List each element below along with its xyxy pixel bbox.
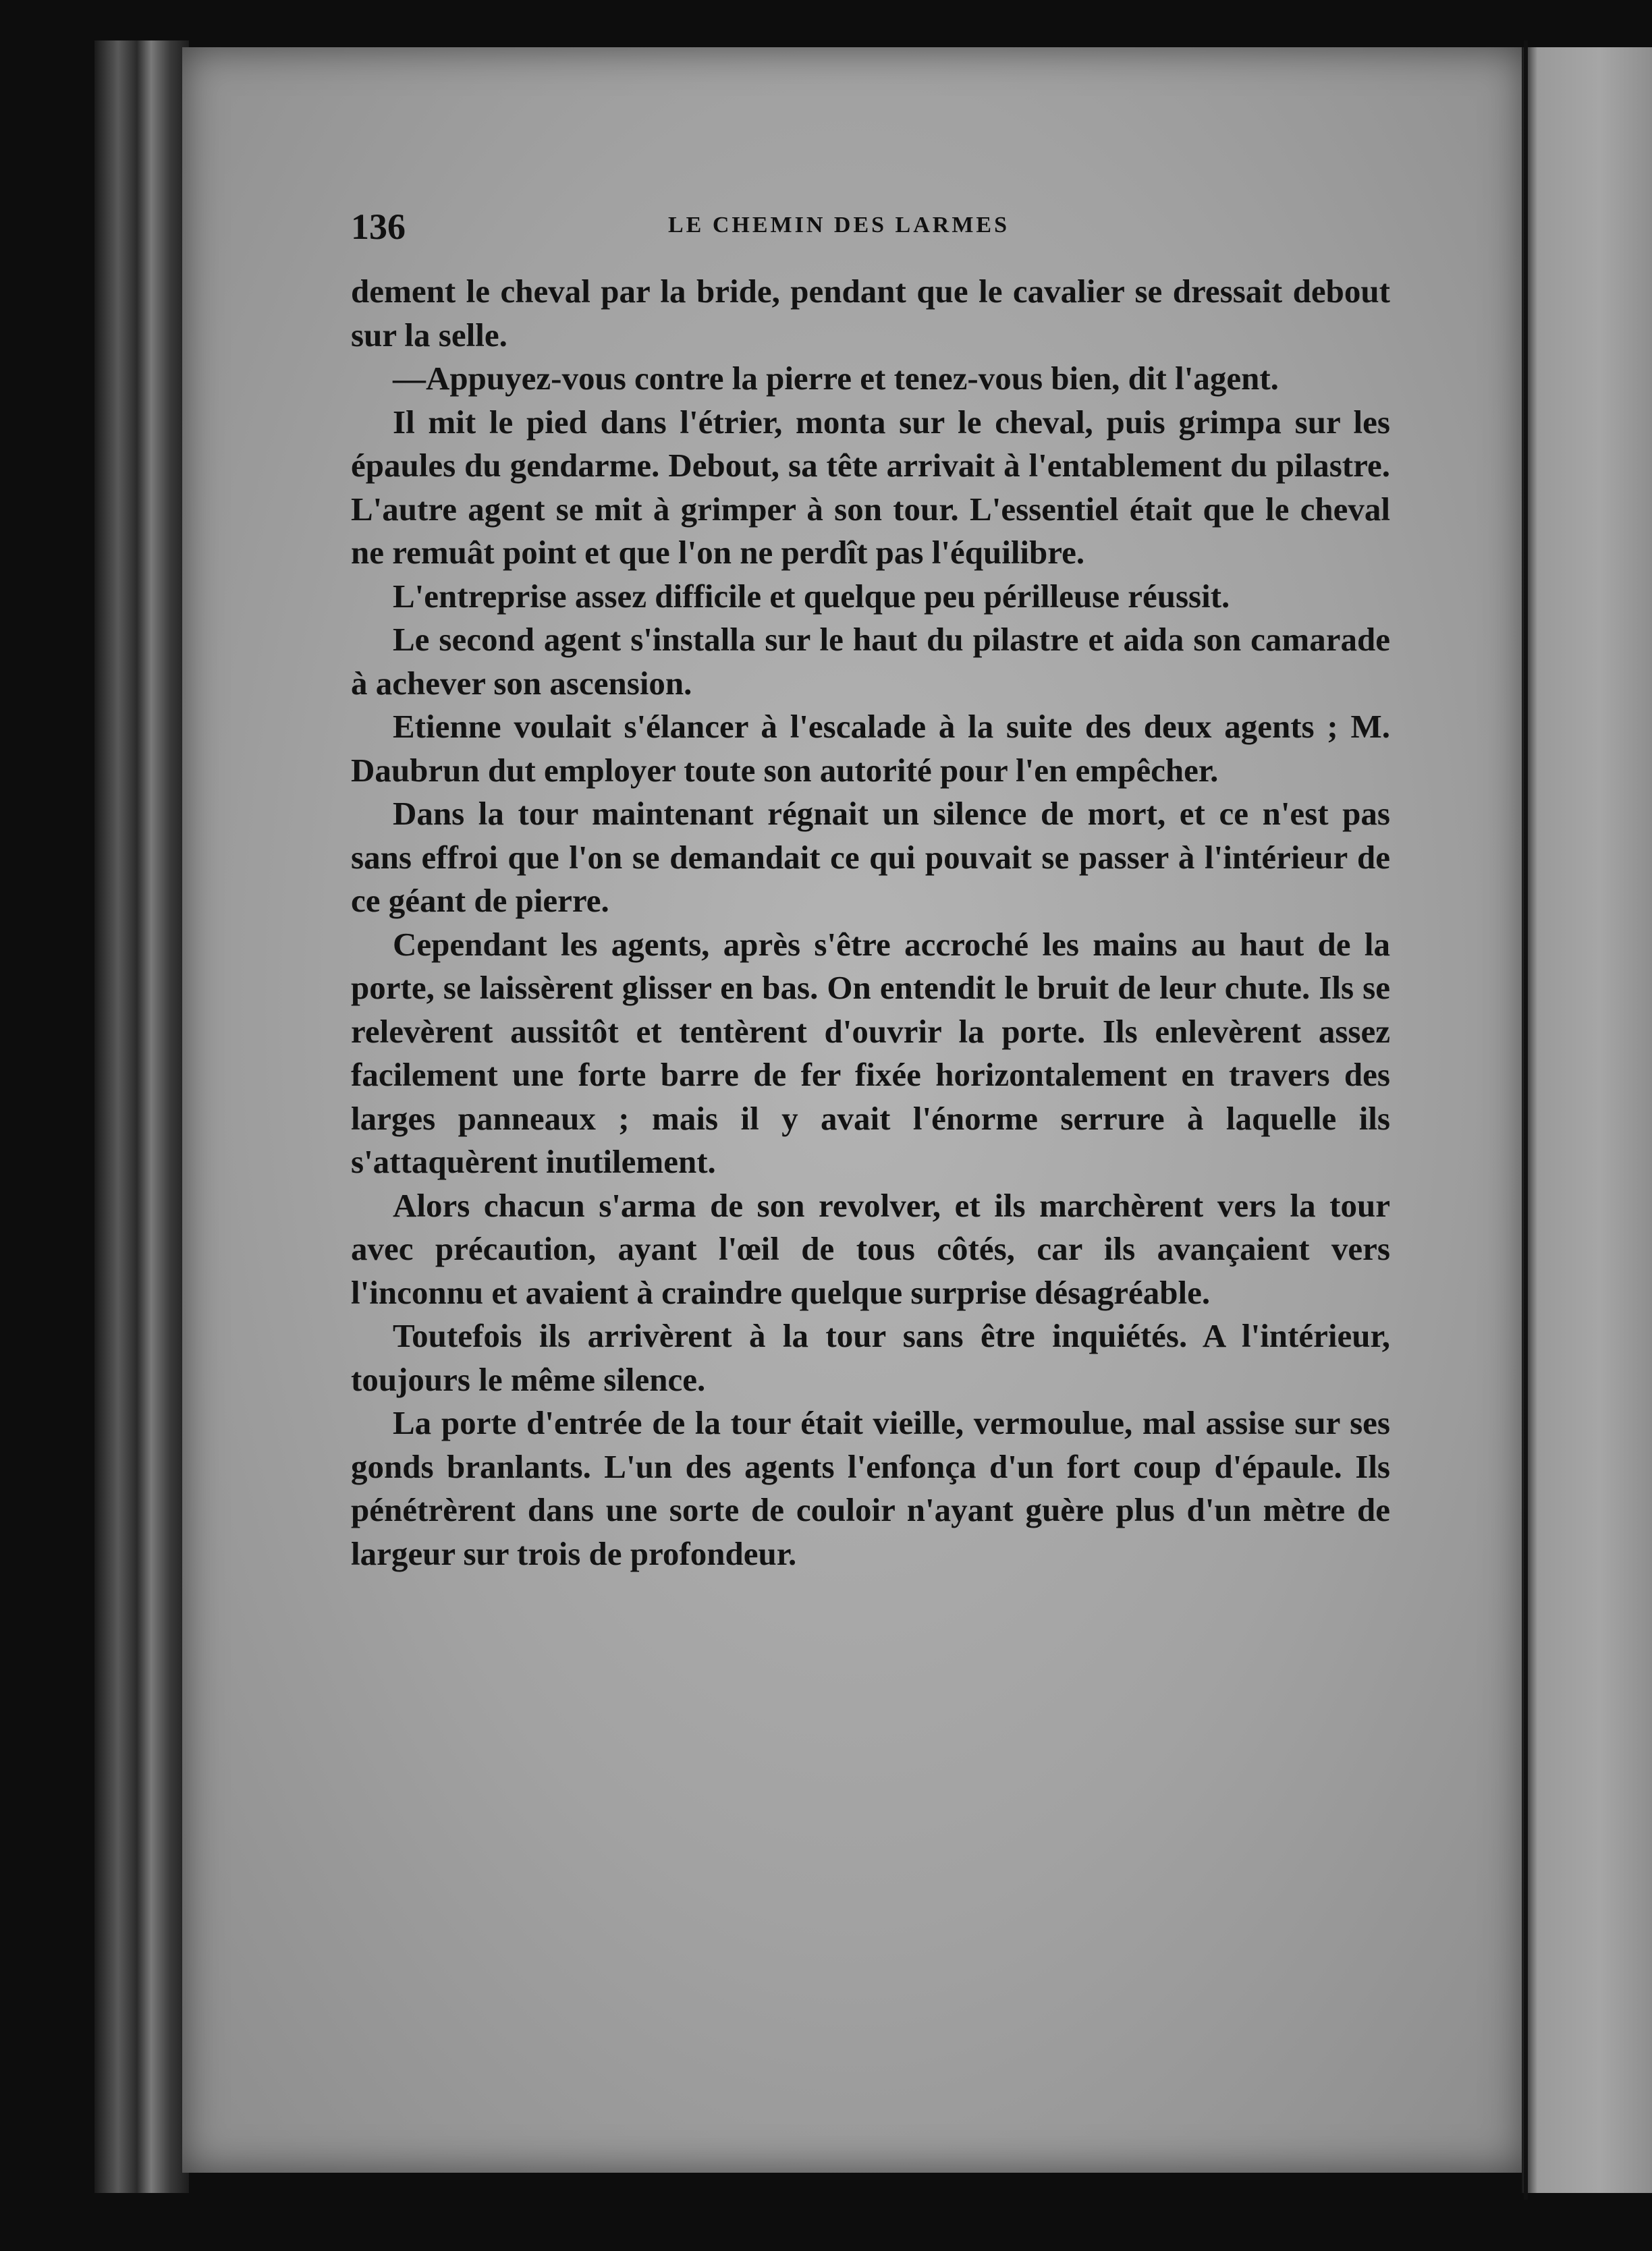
paragraph-6: Etienne voulait s'élancer à l'escalade à la suite des deux agents ; M. Daubrun dut employer toute son autorité pour l'en empêcher. — [351, 708, 1390, 789]
paragraph-2: —Appuyez-vous contre la pierre et tenez-vous bien, dit l'agent. — [393, 360, 1279, 397]
book-spine — [1524, 40, 1528, 2200]
book-edge-left — [94, 40, 189, 2193]
paragraph-8: Cependant les agents, après s'être accroché les mains au haut de la porte, se laissèrent glisser en bas. On entendit le bruit de leur chute. Ils se relevèrent aussitôt et tentèrent d'ouvrir la porte. Ils enlevèrent assez facilement une forte barre de fer fixée horizontalement en travers des larges panneaux ; mais il y avait l'énorme serrure à laquelle ils s'attaquèrent inutilement. — [351, 925, 1390, 1180]
paragraph-1: dement le cheval par la bride, pendant que le cavalier se dressait debout sur la selle. — [351, 273, 1390, 354]
paragraph-10: Toutefois ils arrivèrent à la tour sans être inquiétés. A l'intérieur, toujours le même silence. — [351, 1317, 1390, 1398]
paragraph-5: Le second agent s'installa sur le haut du pilastre et aida son camarade à achever son ascension. — [351, 621, 1390, 702]
body-text — [351, 270, 1390, 1576]
page-header — [351, 206, 1390, 246]
paragraph-7: Dans la tour maintenant régnait un silence de mort, et ce n'est pas sans effroi que l'on se demandait ce qui pouvait se passer à l'intérieur de ce géant de pierre. — [351, 795, 1390, 919]
paragraph-9: Alors chacun s'arma de son revolver, et ils marchèrent vers la tour avec précaution, ayant l'œil de tous côtés, car ils avançaient vers l'inconnu et avaient à craindre quelque surprise désagréable. — [351, 1186, 1390, 1311]
paragraph-3: Il mit le pied dans l'étrier, monta sur le cheval, puis grimpa sur les épaules du gendarme. Debout, sa tête arrivait à l'entablement du pilastre. L'autre agent se mit à grimper à son tour. L'essentiel était que le cheval ne remuât point et que l'on ne perdît pas l'équilibre. — [351, 403, 1390, 571]
paragraph-4: L'entreprise assez difficile et quelque peu périlleuse réussit. — [393, 577, 1230, 615]
page-number: 136 — [351, 206, 406, 247]
paragraph-11: La porte d'entrée de la tour était vieille, vermoulue, mal assise sur ses gonds branlants. L'un des agents l'enfonça d'un fort coup d'épaule. Ils pénétrèrent dans une sorte de couloir n'ayant guère plus d'un mètre de largeur sur trois de profondeur. — [351, 1404, 1390, 1572]
running-title: LE CHEMIN DES LARMES — [668, 213, 1010, 238]
facing-page-edge — [1522, 47, 1652, 2193]
